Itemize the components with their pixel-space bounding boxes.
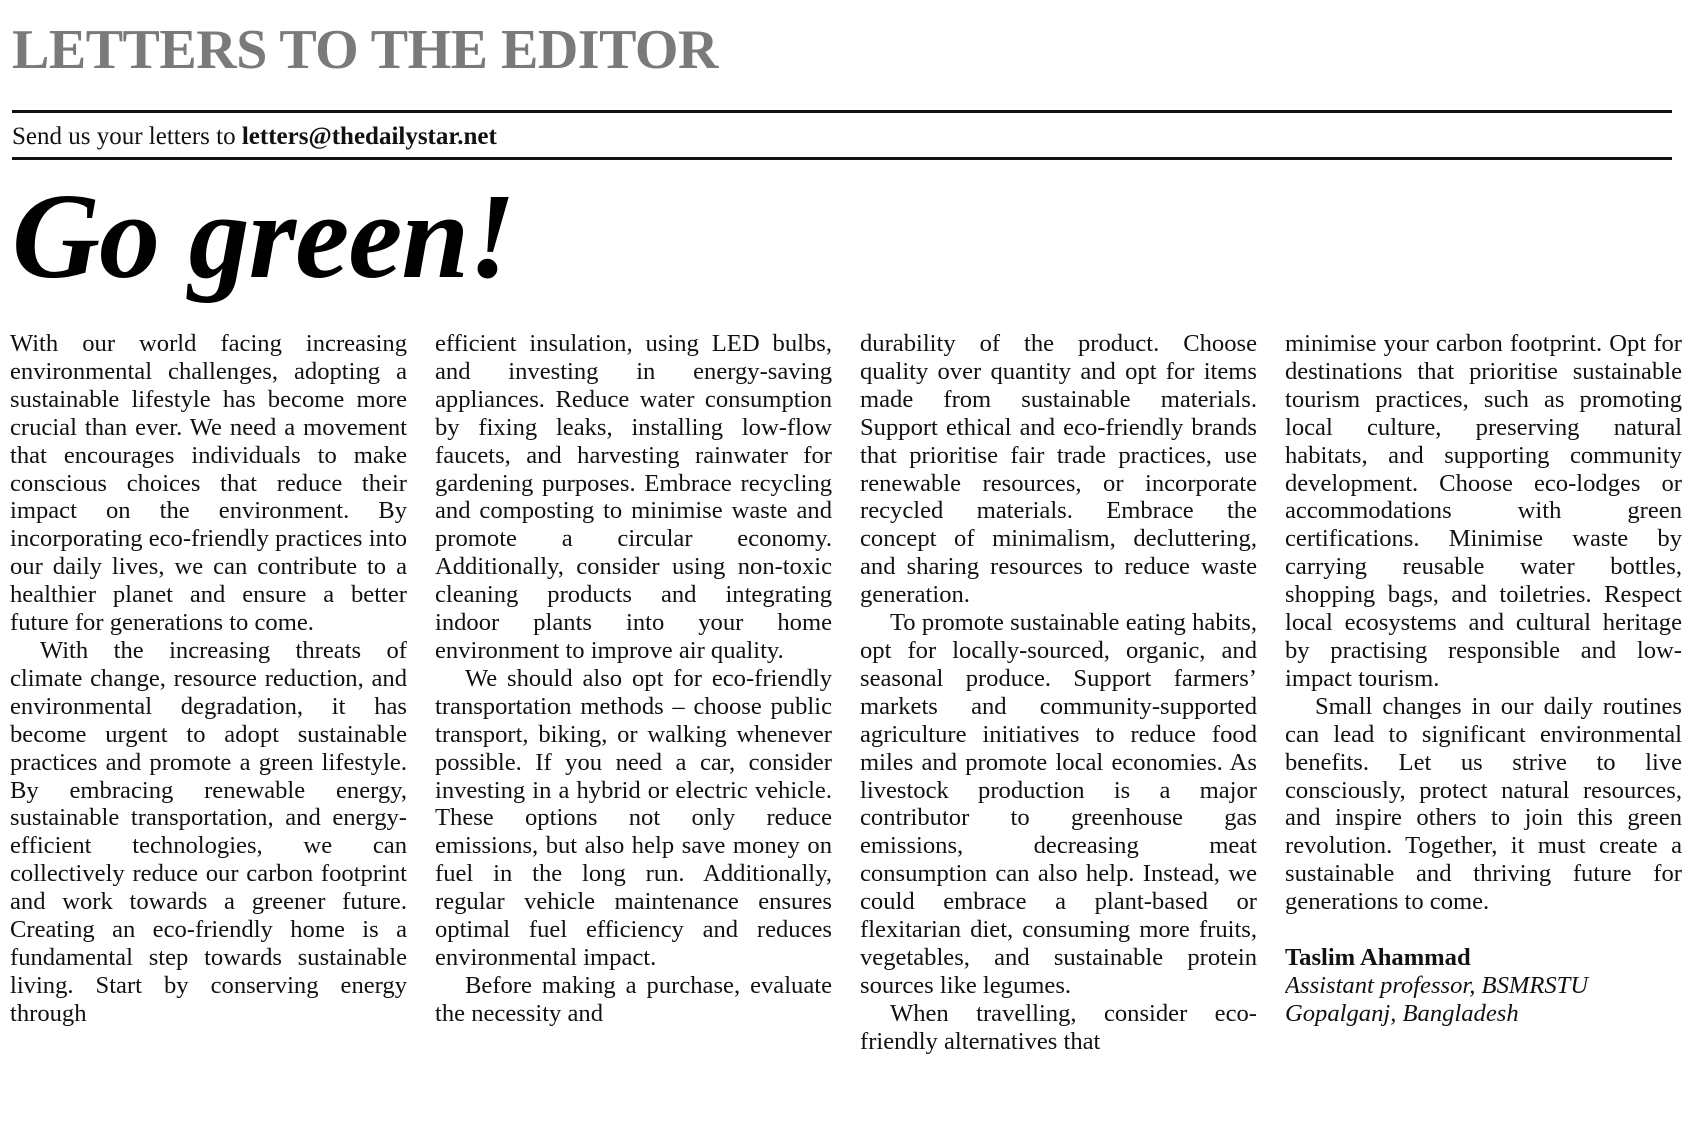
paragraph: Before making a purchase, evaluate the necessity and — [435, 971, 832, 1027]
author-name: Taslim Ahammad — [1285, 944, 1471, 972]
paragraph: We should also opt for eco-friendly transportation methods – choose public transport, biking, or walking whenever possible. If you need a car, consider investing in a hybrid or electric vehicle. These options not only reduce emissions, but also help save money on fuel in the long run. Additionally, regular vehicle maintenance ensures optimal fuel efficiency and reduces environmental impact. — [435, 664, 832, 971]
author-location: Gopalganj, Bangladesh — [1285, 999, 1519, 1027]
header-rule-bottom — [12, 157, 1672, 160]
paragraph: Small changes in our daily routines can lead to significant environmental benefits. Let us strive to live consciously, protect natural resources, and inspire others to join this green revolution. Together, it must create a sustainable and thriving future for generations to come. — [1285, 692, 1682, 916]
paragraph: efficient insulation, using LED bulbs, and investing in energy-saving appliances. Reduce water consumption by fixing leaks, installing low-flow faucets, and harvesting rainwater for gardening purposes. Embrace recycling and composting to minimise waste and promote a circular economy. Additionally, consider using non-toxic cleaning products and integrating indoor plants into your home environment to improve air quality. — [435, 330, 832, 664]
paragraph: minimise your carbon footprint. Opt for destinations that prioritise sustainable tourism practices, such as promoting local culture, preserving natural habitats, and supporting community development. Choose eco-lodges or accommodations with green certifications. Minimise waste by carrying reusable water bottles, shopping bags, and toiletries. Respect local ecosystems and cultural heritage by practising responsible and low-impact tourism. — [1285, 330, 1682, 692]
section-title: LETTERS TO THE EDITOR — [12, 19, 718, 81]
column-2 — [435, 330, 832, 1120]
contact-email-link[interactable]: letters@thedailystar.net — [241, 123, 497, 150]
paragraph: With the increasing threats of climate change, resource reduction, and environmental degradation, it has become urgent to adopt sustainable practices and promote a green lifestyle. By embracing renewable energy, sustainable transportation, and energy-efficient technologies, we can collectively reduce our carbon footprint and work towards a greener future. Creating an eco-friendly home is a fundamental step towards sustainable living. Start by conserving energy through — [10, 636, 407, 1027]
paragraph: durability of the product. Choose quality over quantity and opt for items made from sustainable materials. Support ethical and eco-friendly brands that prioritise fair trade practices, use renewable resources, or incorporate recycled materials. Embrace the concept of minimalism, decluttering, and sharing resources to reduce waste generation. — [860, 330, 1257, 609]
author-role: Assistant professor, BSMRSTU — [1285, 971, 1589, 999]
contact-prefix: Send us your letters to — [12, 123, 242, 150]
paragraph: When travelling, consider eco-friendly alternatives that — [860, 999, 1257, 1055]
column-4 — [1285, 330, 1682, 1120]
header-rule-top — [12, 110, 1672, 113]
author-signature — [1285, 944, 1682, 1028]
column-3 — [860, 330, 1257, 1120]
article-body — [10, 330, 1682, 1120]
contact-line — [12, 122, 497, 152]
paragraph: To promote sustainable eating habits, opt for locally-sourced, organic, and seasonal produce. Support farmers’ markets and community-supported agriculture initiatives to reduce food miles and promote local economies. As livestock production is a major contributor to greenhouse gas emissions, decreasing meat consumption can also help. Instead, we could embrace a plant-based or flexitarian diet, consuming more fruits, vegetables, and sustainable protein sources like legumes. — [860, 609, 1257, 999]
column-1 — [10, 330, 407, 1120]
paragraph: With our world facing increasing environmental challenges, adopting a sustainable lifestyle has become more crucial than ever. We need a movement that encourages individuals to make conscious choices that reduce their impact on the environment. By incorporating eco-friendly practices into our daily lives, we can contribute to a healthier planet and ensure a better future for generations to come. — [10, 330, 407, 637]
letter-headline: Go green! — [12, 169, 515, 304]
